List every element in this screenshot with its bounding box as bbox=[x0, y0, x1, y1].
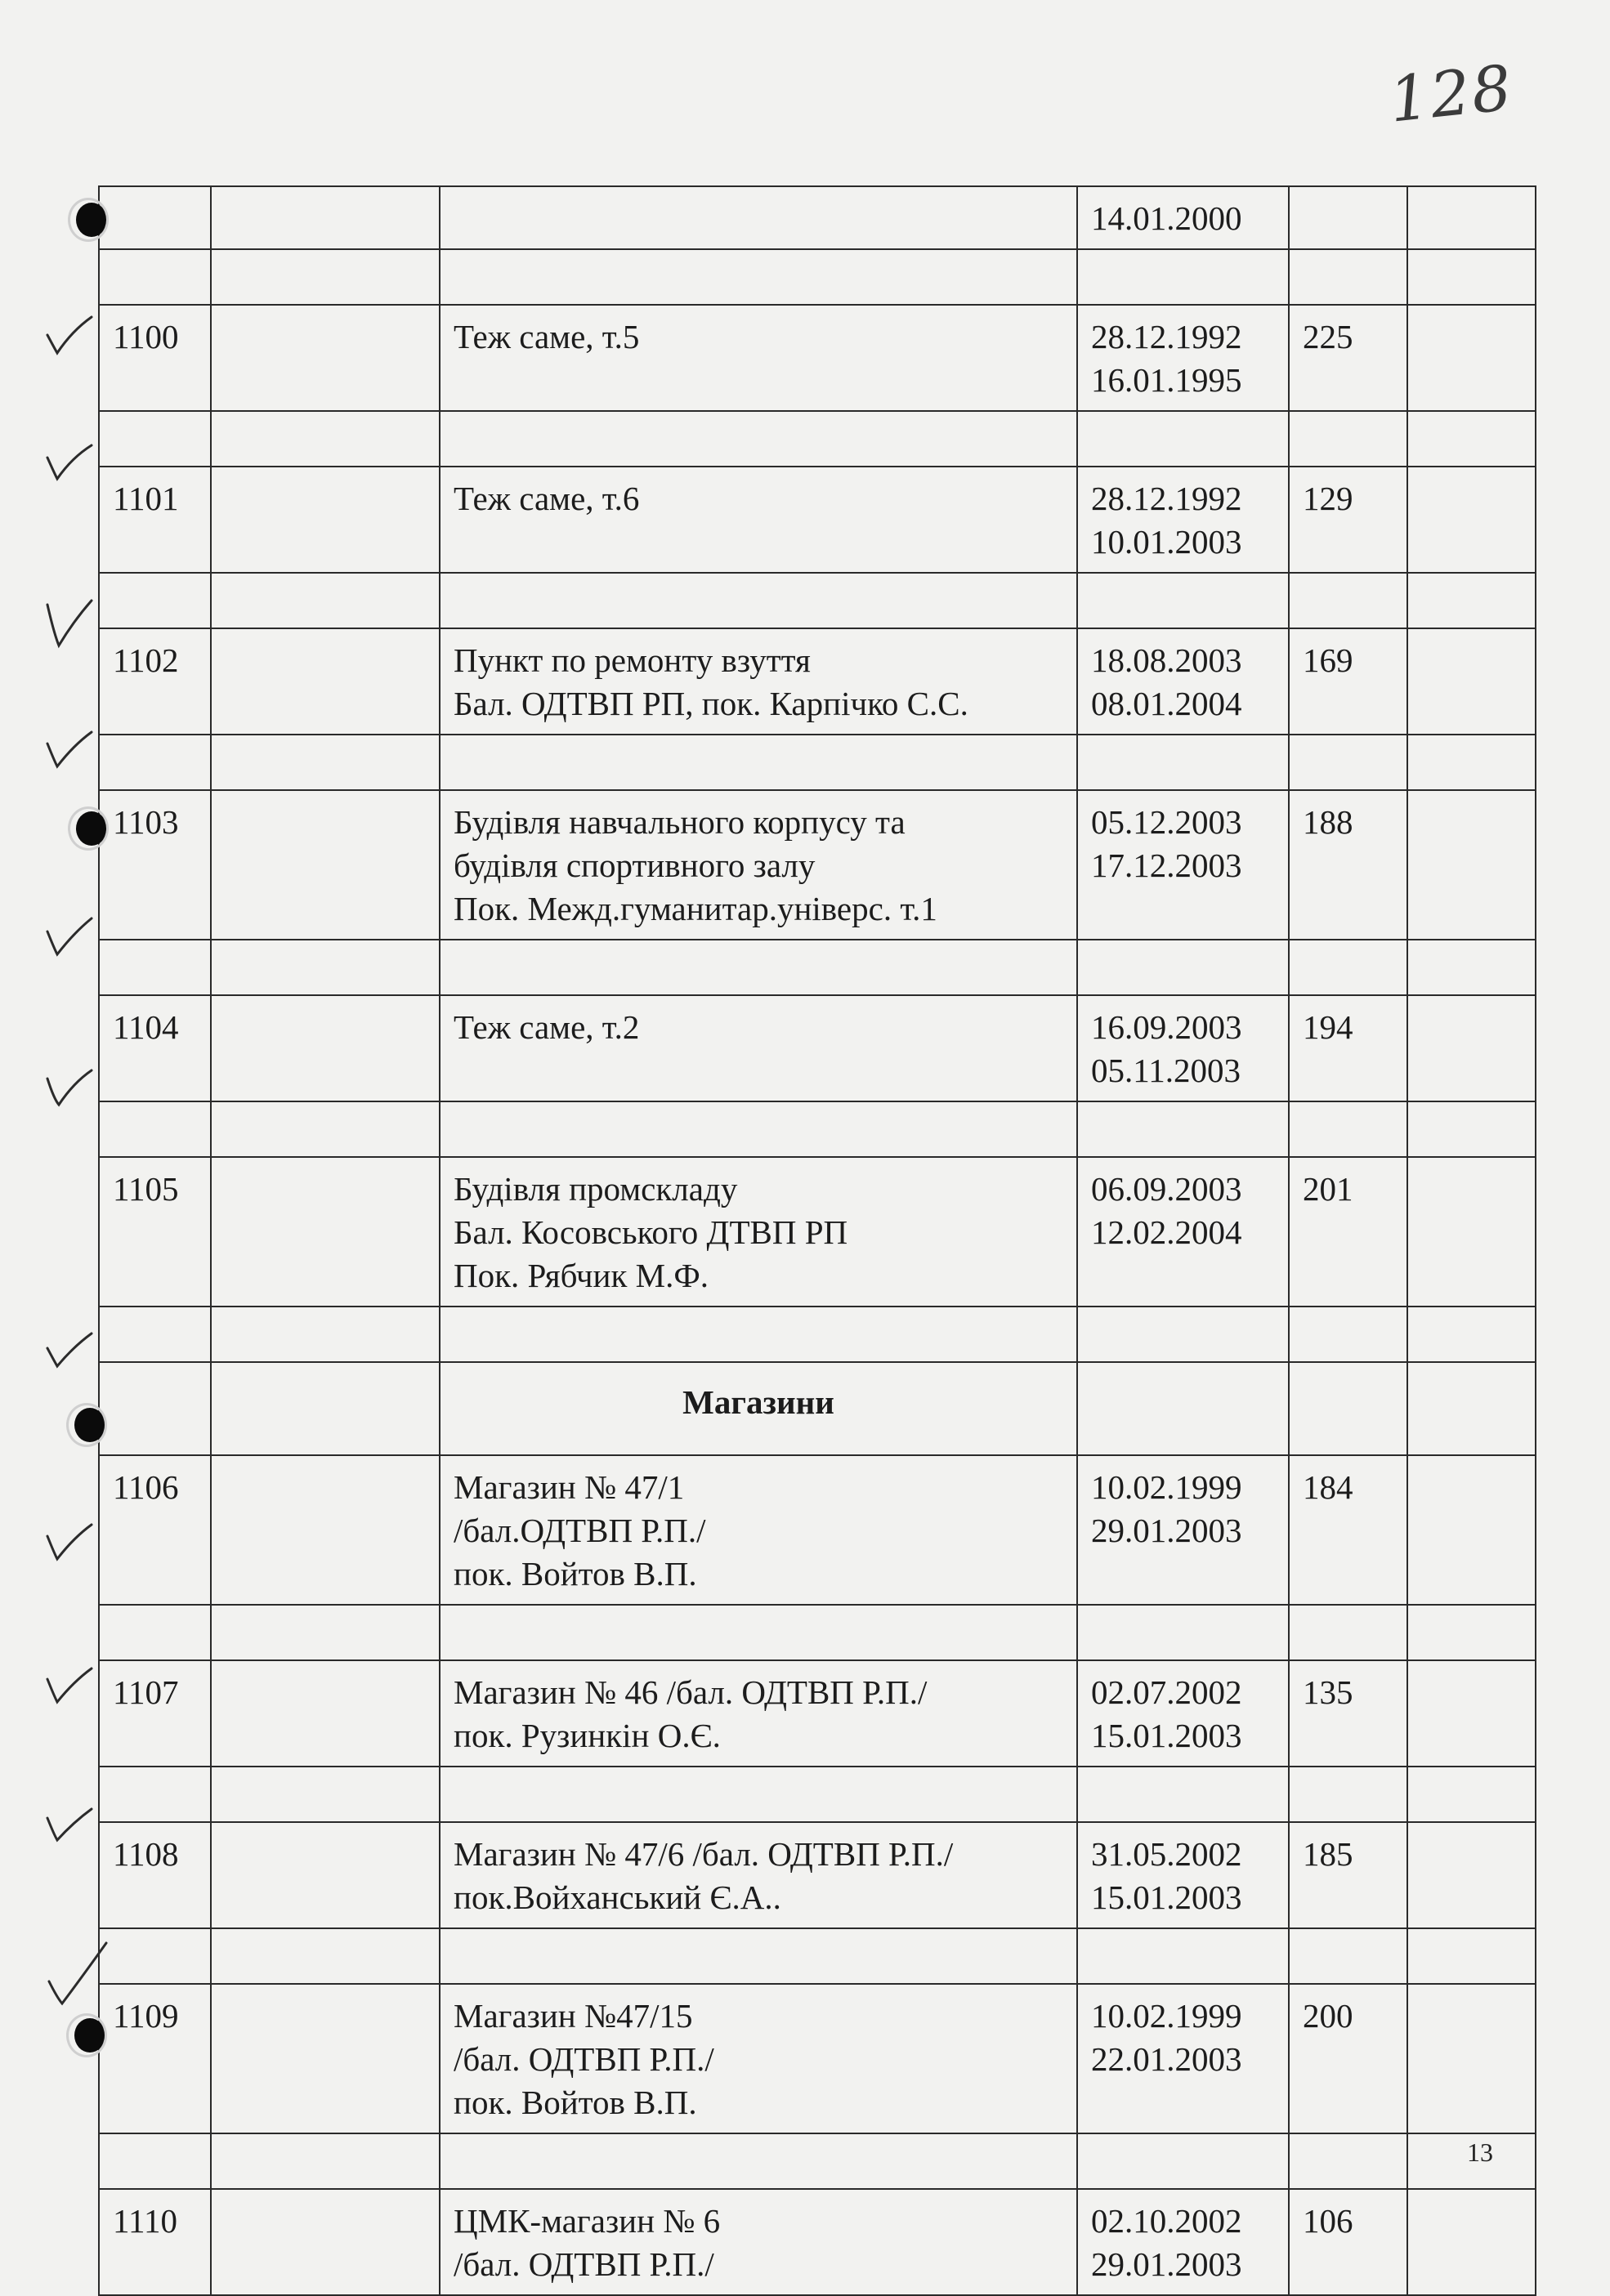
item-number: 1104 bbox=[99, 995, 211, 1101]
date-line: 31.05.2002 bbox=[1091, 1835, 1242, 1873]
empty-cell bbox=[211, 1928, 440, 1984]
empty-cell bbox=[99, 411, 211, 467]
item-note bbox=[1407, 186, 1536, 249]
table-row bbox=[99, 1455, 1536, 1605]
item-sheets: 225 bbox=[1289, 305, 1407, 411]
date-line: 15.01.2003 bbox=[1091, 1878, 1242, 1916]
item-note bbox=[1407, 1660, 1536, 1767]
check-mark-icon bbox=[47, 1070, 92, 1105]
item-dates bbox=[1077, 1455, 1289, 1605]
empty-cell bbox=[99, 1928, 211, 1984]
empty-cell bbox=[211, 1157, 440, 1307]
empty-cell bbox=[1077, 1101, 1289, 1157]
item-description bbox=[440, 467, 1077, 573]
empty-cell bbox=[1077, 1307, 1289, 1362]
description-line: пок. Войтов В.П. bbox=[454, 2084, 697, 2121]
empty-cell bbox=[211, 940, 440, 995]
item-description bbox=[440, 1157, 1077, 1307]
spacer-row bbox=[99, 411, 1536, 467]
date-line: 16.09.2003 bbox=[1091, 1008, 1242, 1046]
table-row bbox=[99, 1157, 1536, 1307]
empty-cell bbox=[211, 467, 440, 573]
item-dates bbox=[1077, 305, 1289, 411]
description-line: Пок. Рябчик М.Ф. bbox=[454, 1257, 709, 1294]
date-line: 08.01.2004 bbox=[1091, 685, 1242, 722]
handwritten-page-number: 128 bbox=[1385, 51, 1517, 136]
date-line: 05.12.2003 bbox=[1091, 803, 1242, 841]
empty-cell bbox=[1407, 1767, 1536, 1822]
empty-cell bbox=[211, 305, 440, 411]
register-table bbox=[98, 185, 1536, 2296]
empty-cell bbox=[211, 249, 440, 305]
table-row bbox=[99, 467, 1536, 573]
item-description bbox=[440, 1822, 1077, 1928]
check-mark-icon bbox=[47, 317, 92, 353]
description-line: /бал. ОДТВП Р.П./ bbox=[454, 2245, 714, 2283]
date-line: 14.01.2000 bbox=[1091, 199, 1242, 237]
empty-cell bbox=[1077, 2133, 1289, 2189]
item-sheets: 188 bbox=[1289, 790, 1407, 940]
item-dates bbox=[1077, 1660, 1289, 1767]
item-note bbox=[1407, 995, 1536, 1101]
empty-cell bbox=[211, 628, 440, 735]
empty-cell bbox=[440, 1605, 1077, 1660]
item-number: 1108 bbox=[99, 1822, 211, 1928]
check-mark-icon bbox=[47, 1333, 92, 1366]
date-line: 18.08.2003 bbox=[1091, 641, 1242, 679]
empty-cell bbox=[1407, 1362, 1536, 1455]
empty-cell bbox=[1407, 940, 1536, 995]
empty-cell bbox=[211, 573, 440, 628]
description-line: Теж саме, т.6 bbox=[454, 480, 640, 517]
empty-cell bbox=[211, 1362, 440, 1455]
item-sheets bbox=[1289, 186, 1407, 249]
item-note bbox=[1407, 1157, 1536, 1307]
item-sheets: 200 bbox=[1289, 1984, 1407, 2133]
item-sheets: 169 bbox=[1289, 628, 1407, 735]
item-number: 1100 bbox=[99, 305, 211, 411]
item-sheets: 184 bbox=[1289, 1455, 1407, 1605]
item-number: 1105 bbox=[99, 1157, 211, 1307]
empty-cell bbox=[440, 940, 1077, 995]
date-line: 15.01.2003 bbox=[1091, 1717, 1242, 1754]
check-mark-icon bbox=[47, 601, 92, 645]
spacer-row bbox=[99, 1767, 1536, 1822]
date-line: 10.01.2003 bbox=[1091, 523, 1242, 561]
item-dates bbox=[1077, 1822, 1289, 1928]
description-line: Теж саме, т.2 bbox=[454, 1008, 640, 1046]
date-line: 02.07.2002 bbox=[1091, 1673, 1242, 1711]
check-mark-icon bbox=[47, 1668, 92, 1702]
empty-cell bbox=[211, 2133, 440, 2189]
empty-cell bbox=[1407, 1307, 1536, 1362]
item-description bbox=[440, 305, 1077, 411]
empty-cell bbox=[99, 1307, 211, 1362]
table-row bbox=[99, 186, 1536, 249]
empty-cell bbox=[1077, 735, 1289, 790]
spacer-row bbox=[99, 1928, 1536, 1984]
description-line: пок.Войханський Є.А.. bbox=[454, 1878, 781, 1916]
check-mark-icon bbox=[47, 445, 92, 479]
table-row bbox=[99, 790, 1536, 940]
empty-cell bbox=[211, 411, 440, 467]
empty-cell bbox=[1289, 2133, 1407, 2189]
empty-cell bbox=[211, 1767, 440, 1822]
date-line: 22.01.2003 bbox=[1091, 2040, 1242, 2078]
item-note bbox=[1407, 305, 1536, 411]
check-mark-icon bbox=[47, 1809, 92, 1840]
empty-cell bbox=[1289, 735, 1407, 790]
empty-cell bbox=[1077, 249, 1289, 305]
empty-cell bbox=[1289, 1605, 1407, 1660]
spacer-row bbox=[99, 735, 1536, 790]
description-line: пок. Рузинкін О.Є. bbox=[454, 1717, 721, 1754]
empty-cell bbox=[440, 573, 1077, 628]
date-line: 10.02.1999 bbox=[1091, 1468, 1242, 1506]
empty-cell bbox=[211, 2189, 440, 2295]
spacer-row bbox=[99, 573, 1536, 628]
description-line: Бал. Косовського ДТВП РП bbox=[454, 1213, 848, 1251]
item-description bbox=[440, 1660, 1077, 1767]
empty-cell bbox=[211, 995, 440, 1101]
item-dates bbox=[1077, 628, 1289, 735]
check-mark-icon bbox=[47, 732, 92, 766]
section-row bbox=[99, 1362, 1536, 1455]
date-line: 29.01.2003 bbox=[1091, 2245, 1242, 2283]
empty-cell bbox=[99, 573, 211, 628]
empty-cell bbox=[99, 1362, 211, 1455]
item-description bbox=[440, 1455, 1077, 1605]
item-number: 1102 bbox=[99, 628, 211, 735]
empty-cell bbox=[211, 1660, 440, 1767]
description-line: Пок. Межд.гуманитар.універс. т.1 bbox=[454, 890, 937, 927]
empty-cell bbox=[440, 1767, 1077, 1822]
empty-cell bbox=[99, 1605, 211, 1660]
description-line: пок. Войтов В.П. bbox=[454, 1555, 697, 1592]
empty-cell bbox=[1407, 1605, 1536, 1660]
item-dates bbox=[1077, 995, 1289, 1101]
spacer-row bbox=[99, 1605, 1536, 1660]
description-line: Теж саме, т.5 bbox=[454, 318, 640, 355]
empty-cell bbox=[440, 735, 1077, 790]
date-line: 02.10.2002 bbox=[1091, 2202, 1242, 2240]
check-mark-icon bbox=[47, 918, 92, 954]
description-line: Магазин № 47/6 /бал. ОДТВП Р.П./ bbox=[454, 1835, 954, 1873]
spacer-row bbox=[99, 1101, 1536, 1157]
description-line: будівля спортивного залу bbox=[454, 846, 816, 884]
empty-cell bbox=[211, 790, 440, 940]
item-description bbox=[440, 186, 1077, 249]
punch-hole bbox=[76, 811, 107, 846]
empty-cell bbox=[1289, 249, 1407, 305]
empty-cell bbox=[1289, 573, 1407, 628]
empty-cell bbox=[211, 1307, 440, 1362]
item-sheets: 106 bbox=[1289, 2189, 1407, 2295]
empty-cell bbox=[99, 249, 211, 305]
item-sheets: 135 bbox=[1289, 1660, 1407, 1767]
date-line: 17.12.2003 bbox=[1091, 846, 1242, 884]
empty-cell bbox=[1077, 1362, 1289, 1455]
empty-cell bbox=[1407, 735, 1536, 790]
empty-cell bbox=[99, 735, 211, 790]
description-line: Будівля навчального корпусу та bbox=[454, 803, 906, 841]
description-line: Пункт по ремонту взуття bbox=[454, 641, 811, 679]
empty-cell bbox=[1077, 573, 1289, 628]
empty-cell bbox=[1289, 940, 1407, 995]
empty-cell bbox=[1407, 1928, 1536, 1984]
empty-cell bbox=[99, 940, 211, 995]
description-line: ЦМК-магазин № 6 bbox=[454, 2202, 721, 2240]
date-line: 12.02.2004 bbox=[1091, 1213, 1242, 1251]
item-sheets: 194 bbox=[1289, 995, 1407, 1101]
punch-hole bbox=[74, 2018, 105, 2053]
empty-cell bbox=[99, 1767, 211, 1822]
empty-cell bbox=[1077, 1928, 1289, 1984]
date-line: 10.02.1999 bbox=[1091, 1997, 1242, 2035]
empty-cell bbox=[440, 2133, 1077, 2189]
empty-cell bbox=[99, 2133, 211, 2189]
date-line: 29.01.2003 bbox=[1091, 1512, 1242, 1549]
empty-cell bbox=[1077, 1767, 1289, 1822]
empty-cell bbox=[211, 735, 440, 790]
item-description bbox=[440, 1984, 1077, 2133]
empty-cell bbox=[1289, 1928, 1407, 1984]
empty-cell bbox=[1289, 1767, 1407, 1822]
item-note bbox=[1407, 1984, 1536, 2133]
empty-cell bbox=[1289, 1362, 1407, 1455]
table-row bbox=[99, 628, 1536, 735]
empty-cell bbox=[1289, 1101, 1407, 1157]
empty-cell bbox=[1407, 411, 1536, 467]
description-line: Магазин №47/15 bbox=[454, 1997, 693, 2035]
empty-cell bbox=[1077, 1605, 1289, 1660]
description-line: Бал. ОДТВП РП, пок. Карпічко С.С. bbox=[454, 685, 968, 722]
section-title: Магазини bbox=[440, 1362, 1077, 1455]
table-row bbox=[99, 1984, 1536, 2133]
item-note bbox=[1407, 790, 1536, 940]
table-row bbox=[99, 305, 1536, 411]
table-row bbox=[99, 1822, 1536, 1928]
punch-hole bbox=[74, 1408, 105, 1442]
item-number: 1106 bbox=[99, 1455, 211, 1605]
item-dates bbox=[1077, 1984, 1289, 2133]
item-number: 1103 bbox=[99, 790, 211, 940]
empty-cell bbox=[1407, 573, 1536, 628]
item-dates bbox=[1077, 467, 1289, 573]
empty-cell bbox=[211, 1605, 440, 1660]
empty-cell bbox=[440, 249, 1077, 305]
item-number: 1109 bbox=[99, 1984, 211, 2133]
empty-cell bbox=[1077, 940, 1289, 995]
table-row bbox=[99, 2189, 1536, 2295]
date-line: 16.01.1995 bbox=[1091, 361, 1242, 399]
description-line: /бал. ОДТВП Р.П./ bbox=[454, 2040, 714, 2078]
description-line: Магазин № 46 /бал. ОДТВП Р.П./ bbox=[454, 1673, 928, 1711]
description-line: Будівля промскладу bbox=[454, 1170, 738, 1208]
check-mark-icon bbox=[47, 1525, 92, 1559]
empty-cell bbox=[440, 1307, 1077, 1362]
date-line: 28.12.1992 bbox=[1091, 480, 1242, 517]
item-note bbox=[1407, 1455, 1536, 1605]
empty-cell bbox=[211, 186, 440, 249]
item-sheets: 185 bbox=[1289, 1822, 1407, 1928]
item-description bbox=[440, 2189, 1077, 2295]
spacer-row bbox=[99, 1307, 1536, 1362]
item-dates bbox=[1077, 1157, 1289, 1307]
empty-cell bbox=[211, 1101, 440, 1157]
spacer-row bbox=[99, 249, 1536, 305]
table-row bbox=[99, 995, 1536, 1101]
empty-cell bbox=[440, 1101, 1077, 1157]
empty-cell bbox=[440, 411, 1077, 467]
date-line: 06.09.2003 bbox=[1091, 1170, 1242, 1208]
description-line: /бал.ОДТВП Р.П./ bbox=[454, 1512, 706, 1549]
empty-cell bbox=[211, 1984, 440, 2133]
item-description bbox=[440, 628, 1077, 735]
item-number bbox=[99, 186, 211, 249]
item-note bbox=[1407, 1822, 1536, 1928]
empty-cell bbox=[99, 1101, 211, 1157]
punch-hole bbox=[76, 203, 107, 237]
date-line: 05.11.2003 bbox=[1091, 1052, 1241, 1089]
item-number: 1110 bbox=[99, 2189, 211, 2295]
folio-number: 13 bbox=[1467, 2137, 1493, 2167]
item-number: 1101 bbox=[99, 467, 211, 573]
empty-cell bbox=[1077, 411, 1289, 467]
item-note bbox=[1407, 467, 1536, 573]
spacer-row bbox=[99, 2133, 1536, 2189]
item-dates bbox=[1077, 790, 1289, 940]
item-number: 1107 bbox=[99, 1660, 211, 1767]
table-row bbox=[99, 1660, 1536, 1767]
empty-cell bbox=[440, 1928, 1077, 1984]
item-description bbox=[440, 790, 1077, 940]
empty-cell bbox=[1289, 1307, 1407, 1362]
item-description bbox=[440, 995, 1077, 1101]
date-line: 28.12.1992 bbox=[1091, 318, 1242, 355]
item-dates bbox=[1077, 2189, 1289, 2295]
empty-cell bbox=[1289, 411, 1407, 467]
item-note bbox=[1407, 628, 1536, 735]
spacer-row bbox=[99, 940, 1536, 995]
register-body bbox=[99, 186, 1536, 2295]
item-note bbox=[1407, 2189, 1536, 2295]
item-dates bbox=[1077, 186, 1289, 249]
empty-cell bbox=[1407, 249, 1536, 305]
description-line: Магазин № 47/1 bbox=[454, 1468, 685, 1506]
empty-cell bbox=[1407, 1101, 1536, 1157]
item-sheets: 201 bbox=[1289, 1157, 1407, 1307]
empty-cell bbox=[211, 1822, 440, 1928]
item-sheets: 129 bbox=[1289, 467, 1407, 573]
empty-cell bbox=[211, 1455, 440, 1605]
